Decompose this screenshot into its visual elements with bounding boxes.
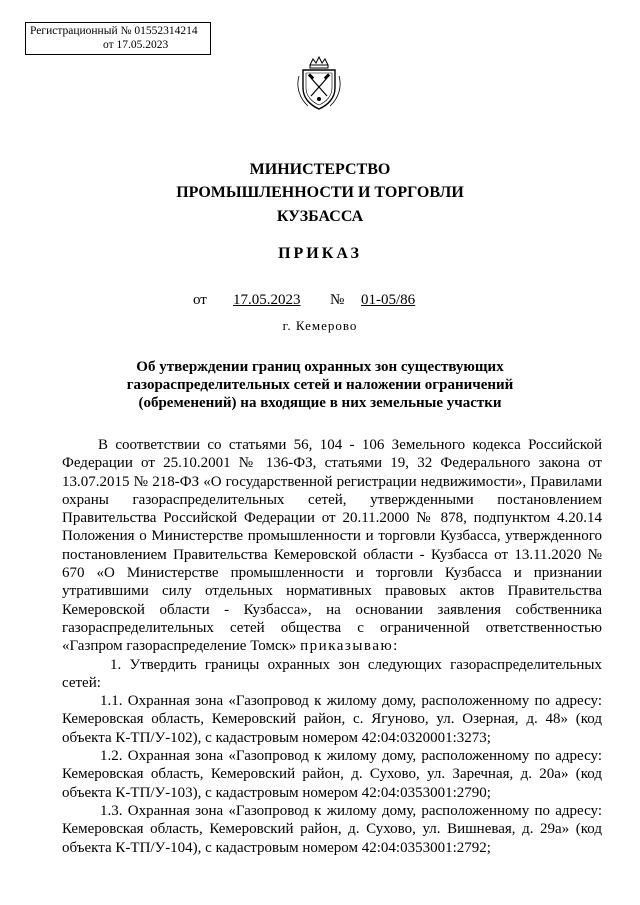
item-1-3: 1.3. Охранная зона «Газопровод к жилому дому, расположенному по адресу: Кемеровская область, Кемеровский район, д. Сухово, ул. Вишневая, д. 29а» (код объекта К-ТП/У-104), с кадастровым номером 42:04:0353001:2792;	[62, 802, 602, 856]
order-number-label: №	[330, 292, 345, 308]
registration-date: от 17.05.2023	[103, 39, 169, 51]
orders-word: приказываю:	[300, 638, 399, 655]
document-body	[62, 436, 602, 857]
ministry-line-3: КУЗБАССА	[276, 208, 364, 225]
registration-number: Регистрационный № 01552314214	[30, 25, 198, 37]
preamble-paragraph	[62, 436, 602, 656]
registration-stamp	[25, 22, 211, 55]
title-line-2: газораспределительных сетей и наложении ограничений	[126, 377, 514, 393]
item-1-1: 1.1. Охранная зона «Газопровод к жилому дому, расположенному по адресу: Кемеровская область, Кемеровский район, с. Ягуново, ул. Озерная, д. 48» (код объекта К-ТП/У-102), с кадастровым номером 42:04:0320001:3273;	[62, 693, 602, 746]
order-from-label: от	[193, 292, 207, 308]
document-title	[0, 358, 640, 412]
order-date: 17.05.2023	[233, 292, 301, 308]
preamble-text: В соответствии со статьями 56, 104 - 106 Земельного кодекса Российской Федерации от 25.10.2001 № 136-ФЗ, статьями 19, 32 Федерального закона от 13.07.2015 № 218-ФЗ «О государственной регистрации недвижимости», Правилами охраны газораспределительных сетей, утвержденными постановлением Правительства Российской Федерации от 20.11.2000 № 878, подпунктом 4.20.14 Положения о Министерстве промышленности и торговли Кузбасса, утвержденного постановлением Правительства Кемеровской области - Кузбасса от 13.11.2020 № 670 «О Министерстве промышленности и торговли Кузбасса и признании утратившими силу отдельных нормативных правовых актов Правительства Кемеровской области - Кузбасса», на основании заявления собственника газораспределительных сетей общества с ограниченной ответственностью «Газпром газораспределение Томск»	[62, 437, 602, 655]
item-1: 1. Утвердить границы охранных зон следующих газораспределительных сетей:	[62, 656, 602, 691]
coat-of-arms-icon	[294, 56, 344, 112]
document-type: ПРИКАЗ	[278, 245, 362, 262]
item-1-2: 1.2. Охранная зона «Газопровод к жилому дому, расположенному по адресу: Кемеровская область, Кемеровский район, д. Сухово, ул. Заречная, д. 20а» (код объекта К-ТП/У-103), с кадастровым номером 42:04:0353001:2790;	[62, 748, 602, 801]
title-line-1: Об утверждении границ охранных зон существующих	[136, 359, 504, 375]
order-number: 01-05/86	[361, 292, 416, 308]
ministry-line-2: ПРОМЫШЛЕННОСТИ И ТОРГОВЛИ	[176, 184, 464, 201]
title-line-3: (обременений) на входящие в них земельные участки	[138, 395, 502, 411]
ministry-line-1: МИНИСТЕРСТВО	[249, 161, 391, 178]
order-city: г. Кемерово	[282, 318, 358, 333]
